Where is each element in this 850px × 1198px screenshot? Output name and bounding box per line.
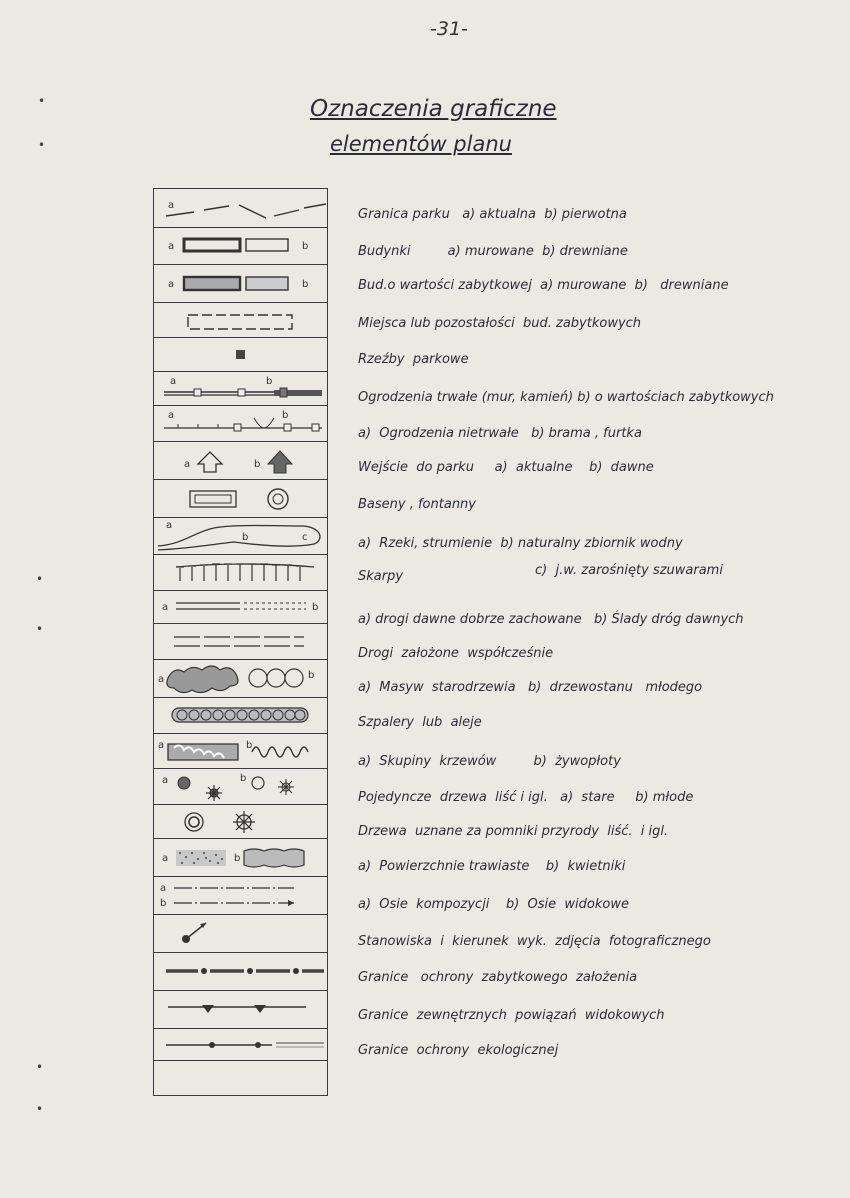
- legend-description: Pojedyncze drzewa liść i igl. a) stare b) młode: [358, 790, 694, 805]
- legend-description: Miejsca lub pozostałości bud. zabytkowych: [358, 316, 642, 331]
- legend-description: Granice ochrony ekologicznej: [358, 1043, 559, 1058]
- label-a: a: [166, 520, 173, 531]
- label-b: b: [302, 279, 309, 290]
- label-b: b: [234, 853, 241, 864]
- legend-description: a) Rzeki, strumienie b) naturalny zbiornik wodny: [358, 536, 683, 551]
- escarpments-symbol: [154, 555, 327, 590]
- tree-stands-symbol: [154, 660, 327, 697]
- protection-bounds-symbol: [154, 953, 327, 990]
- legend-description: Granica parku a) aktualna b) pierwotna: [358, 207, 627, 222]
- label-a: a: [160, 883, 167, 894]
- legend-description: a) Powierzchnie trawiaste b) kwietniki: [358, 859, 626, 874]
- binding-mark: •: [38, 138, 46, 152]
- waters-symbol: [154, 518, 327, 554]
- label-b: b: [282, 410, 289, 421]
- legend-description: Wejście do parku a) aktualne b) dawne: [358, 460, 654, 475]
- label-b: b: [240, 773, 247, 784]
- legend-description: a) Skupiny krzewów b) żywopłoty: [358, 754, 621, 769]
- binding-mark: •: [36, 572, 44, 586]
- label-a: a: [158, 740, 165, 751]
- surfaces-symbol: [154, 839, 327, 876]
- label-c: c: [302, 532, 308, 543]
- page-number: -31-: [430, 18, 468, 40]
- label-b: b: [266, 376, 273, 387]
- legend-description: Granice zewnętrznych powiązań widokowych: [358, 1008, 665, 1023]
- old-roads-symbol: [154, 591, 327, 623]
- legend-description: Bud.o wartości zabytkowej a) murowane b) drewniane: [358, 278, 729, 293]
- view-bounds-symbol: [154, 991, 327, 1028]
- label-a: a: [162, 853, 169, 864]
- modern-roads-symbol: [154, 624, 327, 659]
- pools-symbol: [154, 480, 327, 517]
- label-a: a: [158, 674, 165, 685]
- buildings-symbol: [154, 228, 327, 264]
- label-a: a: [170, 376, 177, 387]
- label-a: a: [168, 241, 175, 252]
- legend-description: a) Osie kompozycji b) Osie widokowe: [358, 897, 629, 912]
- binding-mark: •: [36, 1102, 44, 1116]
- legend-description: a) Ogrodzenia nietrwałe b) brama , furtka: [358, 426, 642, 441]
- label-b: b: [302, 241, 309, 252]
- legend-description: Budynki a) murowane b) drewniane: [358, 244, 628, 259]
- label-a: a: [168, 279, 175, 290]
- legend-description: Baseny , fontanny: [358, 497, 476, 512]
- label-a: a: [184, 459, 191, 470]
- park-boundary-symbol: [154, 190, 327, 226]
- temporary-fences-symbol: [154, 406, 327, 441]
- legend-description: a) drogi dawne dobrze zachowane b) Ślady dróg dawnych: [358, 612, 744, 627]
- historic-remains-symbol: [154, 303, 327, 337]
- label-b: b: [254, 459, 261, 470]
- binding-mark: •: [36, 622, 44, 636]
- legend-description: a) Masyw starodrzewia b) drzewostanu młodego: [358, 680, 703, 695]
- label-b: b: [160, 898, 167, 909]
- photo-points-symbol: [154, 915, 327, 952]
- label-b: b: [242, 532, 249, 543]
- axes-symbol: [154, 877, 327, 914]
- label-a: a: [162, 775, 169, 786]
- label-b: b: [246, 740, 253, 751]
- historic-buildings-symbol: [154, 265, 327, 302]
- label-b: b: [312, 602, 319, 613]
- label-b: b: [308, 670, 315, 681]
- legend-description: Drogi założone współcześnie: [358, 646, 554, 661]
- permanent-fences-symbol: [154, 372, 327, 405]
- monument-trees-symbol: [154, 805, 327, 838]
- legend-description: Ogrodzenia trwałe (mur, kamień) b) o wartościach zabytkowych: [358, 390, 774, 405]
- legend-description: Skarpy: [358, 569, 404, 584]
- alleys-symbol: [154, 698, 327, 733]
- page-title: Oznaczenia graficzne: [310, 96, 557, 122]
- legend-description: Granice ochrony zabytkowego założenia: [358, 970, 638, 985]
- eco-bounds-symbol: [154, 1029, 327, 1060]
- entrances-symbol: [154, 442, 327, 479]
- sculptures-symbol: [154, 338, 327, 371]
- label-a: a: [162, 602, 169, 613]
- row-separator: [153, 1060, 328, 1061]
- legend-description-extra: c) j.w. zarośnięty szuwarami: [535, 563, 723, 578]
- binding-mark: •: [36, 1060, 44, 1074]
- binding-mark: •: [38, 94, 46, 108]
- label-a: a: [168, 200, 175, 211]
- label-a: a: [168, 410, 175, 421]
- single-trees-symbol: [154, 769, 327, 804]
- legend-description: Szpalery lub aleje: [358, 715, 482, 730]
- shrubs-symbol: [154, 734, 327, 768]
- legend-description: Rzeźby parkowe: [358, 352, 469, 367]
- page-subtitle: elementów planu: [330, 132, 512, 156]
- legend-description: Drzewa uznane za pomniki przyrody liść. i igl.: [358, 824, 669, 839]
- legend-description: Stanowiska i kierunek wyk. zdjęcia fotograficznego: [358, 934, 711, 949]
